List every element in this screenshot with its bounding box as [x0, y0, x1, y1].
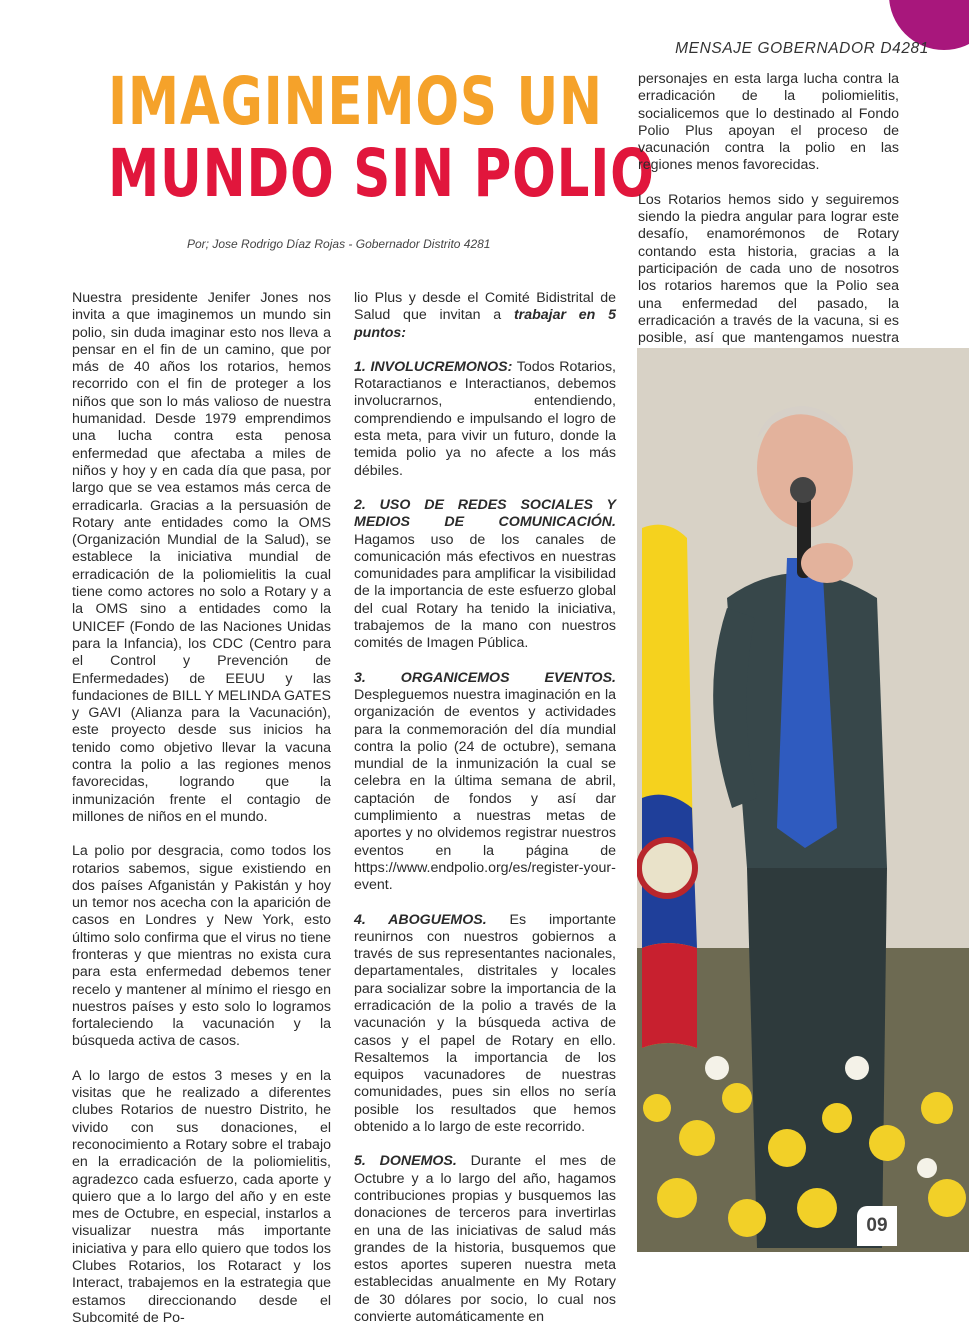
intro-emphasis: trabajar en 5 puntos:: [354, 307, 616, 341]
point-text: Hagamos uso de los canales de comunicación más efectivos en nuestras comunidades para amplificar la visibilidad de la importancia de este esfuerzo global del cual Rotary ha tenido la iniciativa, trabajemos de la mano con nuestros comités de Imagen Pública.: [354, 531, 616, 652]
point-item: [354, 670, 616, 895]
photo-illustration: [637, 348, 969, 1252]
point-heading: 2. USO DE REDES SOCIALES Y MEDIOS DE COMUNICACIÓN.: [354, 496, 616, 531]
paragraph: Nuestra presidente Jenifer Jones nos invita a que imaginemos un mundo sin polio, sin duda imaginar esto nos lleva a pensar en el fin de un camino, que por más de 40 años los rotarios, hemos recorrido con el fin de proteger a los niños que son lo más valioso de nuestra humanidad. Desde 1979 emprendimos una lucha contra esta penosa enfermedad que afectaba a miles de niños y hoy y en cada día que pasa, por largo que se vea estamos más cerca de erradicarla. Gracias a la persuasión de Rotary ante entidades como la OMS (Organización Mundial de la Salud), se establece la iniciativa mundial de erradicación de la poliomielitis la cual tiene como actores no solo a Rotary y a la OMS sino a entidades como la UNICEF (Fondo de las Naciones Unidas para la Infancia), los CDC (Centro para el Control y Prevención de Enfermedades) de EEUU y las fundaciones de BILL Y MELINDA GATES y GAVI (Alianza para la Vacunación), este proyecto desde sus inicios ha tenido como objetivo llevar la vacuna contra la polio a las regiones menos favorecidas, logrando que la inmunización frente el contagio de millones de niños en el mundo.: [72, 290, 331, 825]
paragraph: [354, 290, 616, 342]
point-heading: 4. ABOGUEMOS.: [354, 911, 487, 928]
title-line-1: IMAGINEMOS UN: [108, 63, 603, 140]
point-item: [354, 1153, 616, 1326]
point-text: Durante el mes de Octubre y a lo largo del año, hagamos contribuciones propias y busquemos las donaciones de terceros para invertirlas en una de las iniciativas de salud más grandes de la historia, busquemos que estos aportes superen nuestra meta establecidas anualmente en My Rotary de 30 dólares por socio, lo cual nos convierte automáticamente en: [354, 1153, 616, 1326]
intro-text: lio Plus y desde el Comité Bidistrital de Salud que invitan a: [354, 290, 616, 324]
page-number: 09: [857, 1206, 897, 1246]
column-2: [354, 290, 616, 1343]
point-item: [354, 359, 616, 480]
governor-photo: [637, 348, 969, 1252]
point-text: Todos Rotarios, Rotaractianos e Interactianos, debemos involucrarnos, entendiendo, comprendiendo e impulsando el logro de esta meta, para vivir un futuro, donde la temida polio ya no afecte a los más débiles.: [354, 358, 616, 479]
column-1: [72, 290, 331, 1344]
section-header: MENSAJE GOBERNADOR D4281: [675, 40, 929, 57]
paragraph: La polio por desgracia, como todos los rotarios sabemos, sigue existiendo en dos países Afganistán y Pakistán y hoy un temor nos acecha con la aparición de casos en Londres y New York, esto último solo confirma que el virus no tiene fronteras y que mientras no exista cura para esta enfermedad debemos tener recelo y mantener al mínimo el riesgo en nuestros países y esto solo lo logramos fortaleciendo la vacunación y la búsqueda activa de casos.: [72, 843, 331, 1050]
point-heading: 1. INVOLUCREMONOS:: [354, 358, 513, 375]
point-heading: 5. DONEMOS.: [354, 1153, 457, 1170]
paragraph: Los Rotarios hemos sido y seguiremos siendo la piedra angular para lograr este desafío, enamorémonos de Rotary contando esta historia, gracias a la participación de cada uno de nosotros los rotarios haremos que la Polio sea una enfermedad del pasado, la erradicación a través de la vacuna, si es posible, así que mantengamos nuestra: [638, 191, 899, 347]
article-title: [108, 63, 655, 212]
point-text: Despleguemos nuestra imaginación en la organización de eventos y actividades para la conmemoración del día mundial contra la polio (24 de octubre), semana mundial de la inmunización la cual se celebra en la última semana de abril, captación de fondos y así dar cumplimiento a nuestras metas de aportes y no olvidemos registrar nuestros eventos en la página de https://www.endpolio.org/es/register-your-event.: [354, 686, 616, 894]
title-line-2: MUNDO SIN POLIO: [108, 135, 655, 212]
point-text: Es importante reunirnos con nuestros gobiernos a través de sus representantes nacionales, departamentales, distritales y locales para socializar sobre la importancia de la erradicación de la polio a través de la vacunación y la búsqueda activa de casos y el papel de Rotary en ello. Resaltemos la importancia de los equipos vacunadores de nuestras comunidades, pues sin ellos no sería posible los resultados que hemos obtenido a lo largo de este recorrido.: [354, 911, 616, 1136]
point-item: [354, 912, 616, 1137]
paragraph: A lo largo de estos 3 meses y en la visitas que he realizado a diferentes clubes Rotarios de nuestro Distrito, he vivido con sus donaciones, el reconocimiento a Rotary sobre el trabajo en la erradicación de la poliomielitis, agradezco cada esfuerzo, cada aporte y quiero que a lo largo del año y en este mes de Octubre, en especial, instarlos a visualizar nuestra más importante iniciativa y para ello quiero que todos los Clubes Rotarios, los Rotaract y los Interact, trabajemos en la estrategia que estamos direccionando desde el Subcomité de Po-: [72, 1067, 331, 1326]
point-heading: 3. ORGANICEMOS EVENTOS.: [354, 669, 616, 686]
byline: Por; Jose Rodrigo Díaz Rojas - Gobernador Distrito 4281: [187, 237, 491, 251]
paragraph: personajes en esta larga lucha contra la erradicación de la poliomielitis, socialicemos que lo destinado al Fondo Polio Plus apoyan el proceso de vacunación contra la polio en las regiones menos favorecidas.: [638, 71, 899, 174]
point-item: [354, 497, 616, 653]
